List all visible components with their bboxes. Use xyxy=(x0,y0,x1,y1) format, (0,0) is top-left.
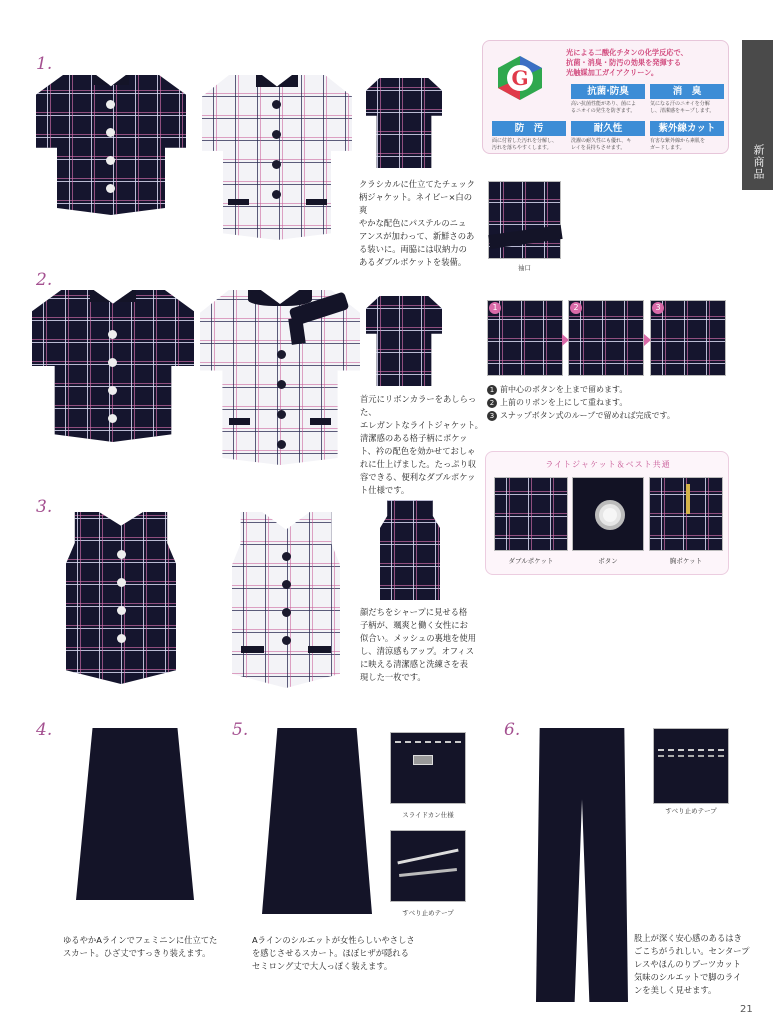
item-2-navy-button xyxy=(108,330,117,339)
item-4-skirt xyxy=(76,728,194,900)
item-5-detail-tape-photo xyxy=(390,830,466,902)
detail-double-pocket-photo xyxy=(494,477,568,551)
shared-details-panel xyxy=(485,451,729,575)
ribbon-step-marker-2 xyxy=(570,302,582,314)
item-2-white-button xyxy=(277,380,286,389)
item-4-description: ゆるやかAラインでフェミニンに仕立てた スカート。ひざ丈ですっきり装えます。 xyxy=(63,935,218,958)
feature-deodorant: 消 臭 xyxy=(650,84,724,99)
item-3-navy-button xyxy=(117,578,126,587)
item-2-white-button xyxy=(277,350,286,359)
ribbon-step-2-number: 2 xyxy=(487,398,497,408)
feature-intro: 光による二酸化チタンの化学反応で、 抗菌・消臭・防汚の効果を発揮する 光触媒加工ガイアクリーン。 xyxy=(566,48,688,77)
feature-deodorant-desc: 気になる汗のニオイを分解 し、清潔感をキープします。 xyxy=(650,101,715,114)
item-6-detail-photo xyxy=(653,728,729,804)
item-6-pants xyxy=(536,728,628,1002)
item-3-white-button xyxy=(282,608,291,617)
ribbon-step-marker-3-label: 3 xyxy=(655,303,661,312)
item-1-detail-photo xyxy=(488,181,561,259)
item-2-description: 首元にリボンカラーをあしらった、 エレガントなライトジャケット。 清潔感のある格子柄にポケッ ト、衿の配色を効かせておしゃ れに仕上げました。たっぷり収 容できる、便利なダブルポケッ ト仕様です。 xyxy=(360,394,483,495)
item-1-detail-caption: 袖口 xyxy=(518,264,531,272)
ribbon-step-marker-2-label: 2 xyxy=(573,303,579,312)
ribbon-step-1 xyxy=(487,384,627,396)
item-5-skirt xyxy=(262,728,372,914)
ribbon-step-marker-1-label: 1 xyxy=(492,303,498,312)
side-tab xyxy=(742,40,773,190)
item-5-detail-caption-slide: スライドカン仕様 xyxy=(402,811,454,819)
item-3-navy-button xyxy=(117,606,126,615)
item-2-jacket-back xyxy=(366,296,442,386)
detail-double-pocket-caption: ダブルポケット xyxy=(508,557,554,565)
item-5-number: 5. xyxy=(232,720,249,740)
item-2-jacket-white xyxy=(200,290,360,465)
item-2-white-button xyxy=(277,410,286,419)
item-1-jacket-back xyxy=(366,78,442,168)
item-3-white-button xyxy=(282,552,291,561)
item-5-detail-slide-photo xyxy=(390,732,466,804)
ribbon-step-marker-1 xyxy=(489,302,501,314)
detail-button-photo xyxy=(572,477,644,551)
ribbon-step-1-text: 前中心のボタンを上まで留めます。 xyxy=(500,385,628,394)
chevron-right-icon xyxy=(562,334,569,346)
feature-antibacterial: 抗菌·防臭 xyxy=(571,84,645,99)
item-3-number: 3. xyxy=(36,497,53,517)
item-3-white-button xyxy=(282,636,291,645)
ribbon-step-marker-3 xyxy=(652,302,664,314)
item-3-description: 顔だちをシャープに見せる格 子柄が、颯爽と働く女性にお 似合い。メッシュの裏地を使用 し、清涼感もアップ。オフィス に映える清潔感と洗練さを表 現した一枚です。 xyxy=(360,607,476,682)
item-1-white-button xyxy=(272,190,281,199)
item-1-number: 1. xyxy=(36,54,53,74)
feature-uv-cut: 紫外線カット xyxy=(650,121,724,136)
ribbon-step-2-text: 上前のリボンを上にして重ねます。 xyxy=(500,398,628,407)
ribbon-step-3-text: スナップボタン式のループで留めれば完成です。 xyxy=(500,411,675,420)
item-3-vest-white xyxy=(232,512,340,688)
detail-chest-pocket-photo xyxy=(649,477,723,551)
item-6-number: 6. xyxy=(504,720,521,740)
gaia-logo-letter: G xyxy=(511,66,529,90)
item-1-navy-button xyxy=(106,100,115,109)
ribbon-step-1-number: 1 xyxy=(487,385,497,395)
item-1-navy-button xyxy=(106,128,115,137)
item-1-white-button xyxy=(272,160,281,169)
item-1-white-button xyxy=(272,130,281,139)
item-2-navy-button xyxy=(108,386,117,395)
feature-antibacterial-desc: 高い抗菌性能があり、菌によ るニオイの発生を防ぎます。 xyxy=(571,101,637,114)
item-5-detail-caption-tape: すべり止めテープ xyxy=(402,909,454,917)
item-6-detail-caption: すべり止めテープ xyxy=(665,807,717,815)
item-3-white-button xyxy=(282,580,291,589)
item-1-navy-button xyxy=(106,156,115,165)
feature-antifouling: 防 汚 xyxy=(492,121,566,136)
item-1-jacket-navy xyxy=(36,75,186,215)
ribbon-step-3-number: 3 xyxy=(487,411,497,421)
item-3-vest-navy xyxy=(66,512,176,684)
feature-antifouling-desc: 面に付着した汚れを分解し、 汚れを落ちやすくします。 xyxy=(492,138,558,151)
item-2-navy-button xyxy=(108,358,117,367)
item-1-description: クラシカルに仕立てたチェック 柄ジャケット。ネイビー×白の爽 やかな配色にパステルのニュ アンスが加わって、新鮮さのあ る装いに。両脇には収納力の あるダブルポケットを装備。 xyxy=(359,179,475,267)
detail-button-caption: ボタン xyxy=(598,557,618,565)
ribbon-step-2 xyxy=(487,397,627,409)
item-2-number: 2. xyxy=(36,270,53,290)
ribbon-step-3 xyxy=(487,410,675,422)
item-1-white-button xyxy=(272,100,281,109)
feature-durability-desc: 洗濯の耐久性にも優れ、キ レイを長持ちさせます。 xyxy=(571,138,632,151)
feature-durability: 耐久性 xyxy=(571,121,645,136)
feature-uv-cut-desc: 有害な紫外線から素肌を ガードします。 xyxy=(650,138,706,151)
page-number: 21 xyxy=(740,1004,753,1015)
item-1-navy-button xyxy=(106,184,115,193)
item-3-navy-button xyxy=(117,550,126,559)
side-tab-label: 新商品 xyxy=(752,144,765,180)
item-6-description: 股上が深く安心感のあるはき ごこちがうれしい。センタープ レスやほんのりブーツカット 気味のシルエットで脚のライ ンを美しく見せます。 xyxy=(634,933,750,995)
item-2-navy-button xyxy=(108,414,117,423)
detail-chest-pocket-caption: 胸ポケット xyxy=(669,557,703,565)
chevron-right-icon xyxy=(644,334,651,346)
item-3-vest-back xyxy=(380,500,440,600)
shared-details-title: ライトジャケット＆ベスト共通 xyxy=(545,460,671,469)
item-2-white-button xyxy=(277,440,286,449)
item-3-navy-button xyxy=(117,634,126,643)
gaia-logo xyxy=(494,52,546,104)
item-4-number: 4. xyxy=(36,720,53,740)
item-5-description: Aラインのシルエットが女性らしいやさしさ を感じさせるスカート。ほぼヒザが隠れる セミロング丈で大人っぽく装えます。 xyxy=(252,935,415,971)
